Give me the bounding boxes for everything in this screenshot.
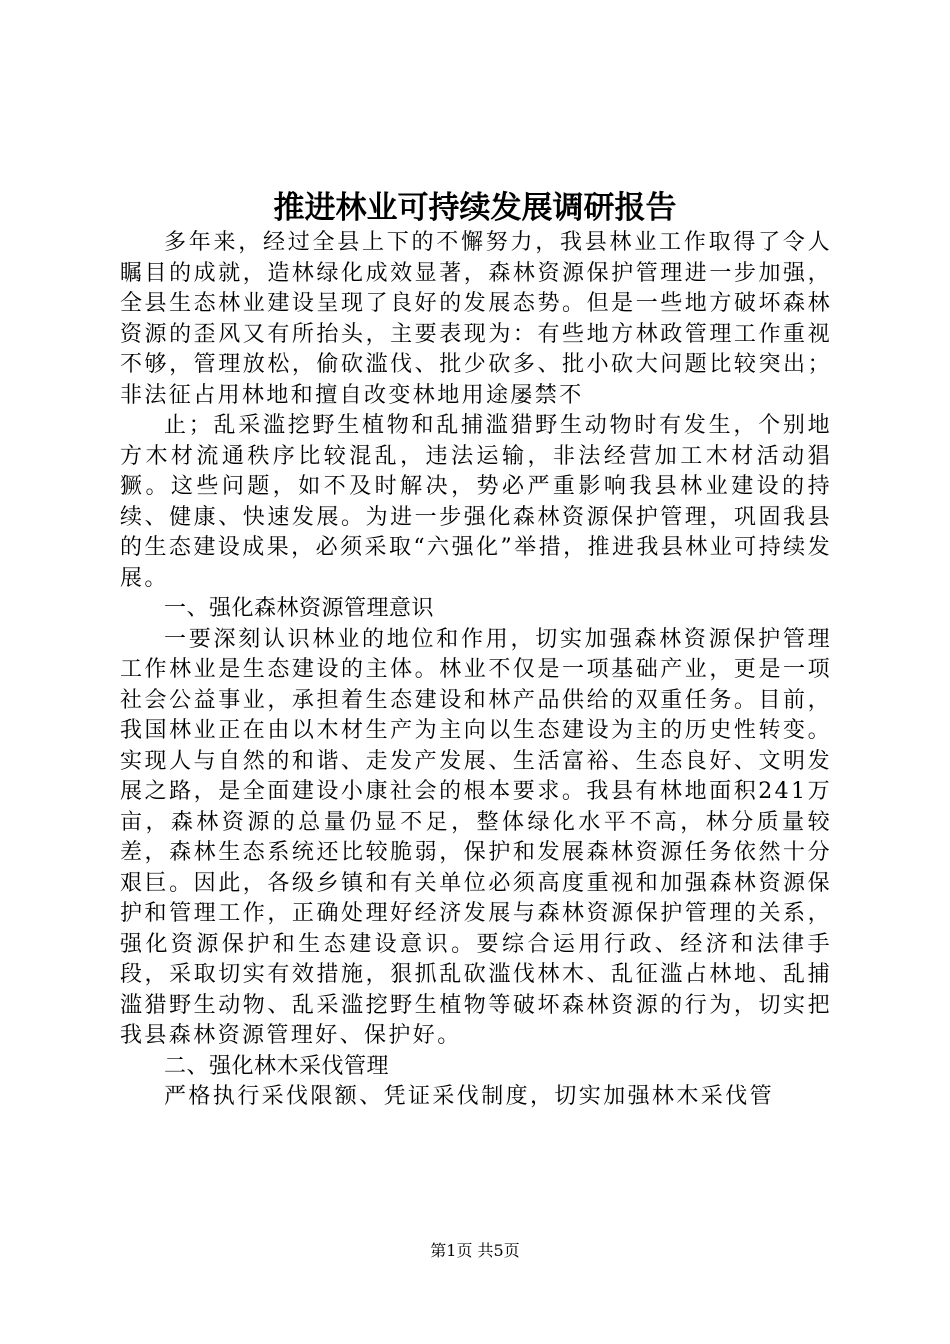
section-heading-1: 一、强化森林资源管理意识 <box>164 596 435 621</box>
paragraph-intro: 多年来，经过全县上下的不懈努力，我县林业工作取得了令人瞩目的成就，造林绿化成效显著，森林资源保护管理进一步加强，全县生态林业建设呈现了良好的发展态势。但是一些地方破坏森林资源的歪风又有所抬头，主要表现为：有些地方林政管理工作重视不够，管理放松，偷砍滥伐、批少砍多、批小砍大问题比较突出；非法征占用林地和擅自改变林地用途屡禁不 <box>120 230 832 408</box>
document-title: 推进林业可持续发展调研报告 <box>273 190 677 226</box>
paragraph-continued: 止；乱采滥挖野生植物和乱捕滥猎野生动物时有发生，个别地方木材流通秩序比较混乱，违法运输，非法经营加工木材活动猖獗。这些问题，如不及时解决，势必严重影响我县林业建设的持续、健康、快速发展。为进一步强化森林资源保护管理，巩固我县的生态建设成果，必须采取“六强化”举措，推进我县林业可持续发展。 <box>120 413 832 591</box>
document-body <box>120 228 832 1113</box>
paragraph-section-2: 严格执行采伐限额、凭证采伐制度，切实加强林木采伐管 <box>164 1084 775 1109</box>
paragraph-section-1: 一要深刻认识林业的地位和作用，切实加强森林资源保护管理工作林业是生态建设的主体。林业不仅是一项基础产业，更是一项社会公益事业，承担着生态建设和林产品供给的双重任务。目前，我国林业正在由以木材生产为主向以生态建设为主的历史性转变。实现人与自然的和谐、走发产发展、生活富裕、生态良好、文明发展之路，是全面建设小康社会的根本要求。我县有林地面积241万亩，森林资源的总量仍显不足，整体绿化水平不高，林分质量较差，森林生态系统还比较脆弱，保护和发展森林资源任务依然十分艰巨。因此，各级乡镇和有关单位必须高度重视和加强森林资源保护和管理工作，正确处理好经济发展与森林资源保护管理的关系，强化资源保护和生态建设意识。要综合运用行政、经济和法律手段，采取切实有效措施，狠抓乱砍滥伐林木、乱征滥占林地、乱捕滥猎野生动物、乱采滥挖野生植物等破坏森林资源的行为，切实把我县森林资源管理好、保护好。 <box>120 626 832 1048</box>
page-number-footer: 第1页 共5页 <box>430 1241 520 1260</box>
section-heading-2: 二、强化林木采伐管理 <box>164 1053 390 1079</box>
